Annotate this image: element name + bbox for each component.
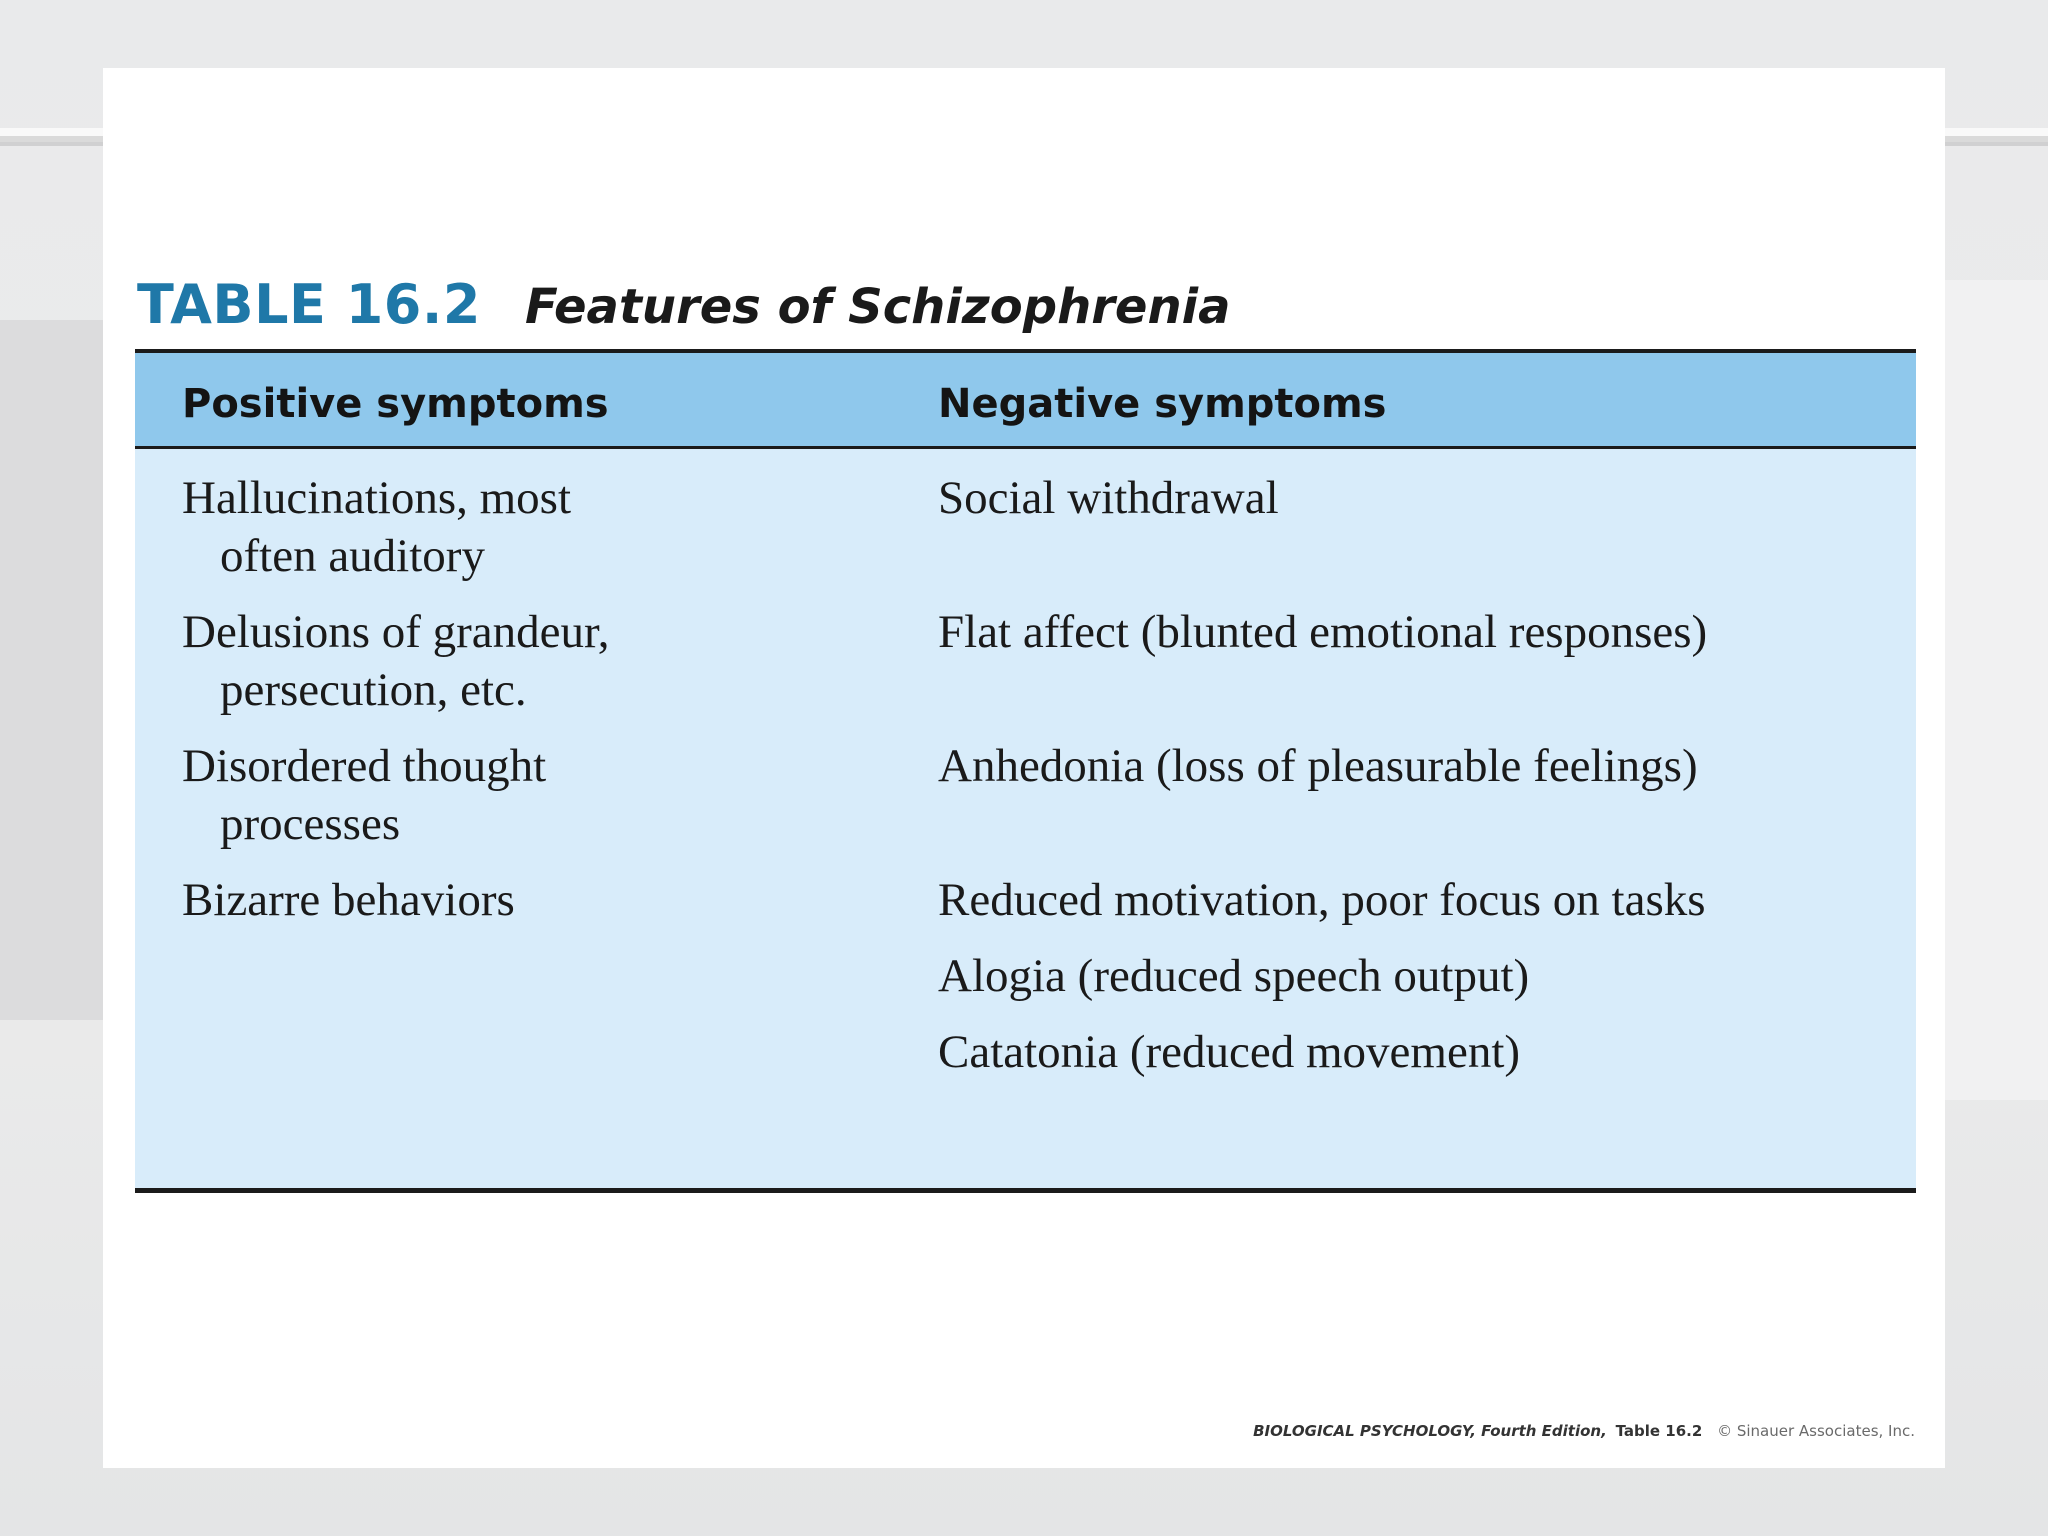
credit-table-ref: Table 16.2: [1615, 1422, 1703, 1440]
positive-symptom-1: [182, 469, 571, 585]
positive-symptom-4-line1: Bizarre behaviors: [182, 874, 515, 926]
negative-symptom-5: Alogia (reduced speech output): [938, 950, 1530, 1002]
positive-symptom-3-line1: Disordered thought: [182, 740, 547, 792]
negative-symptom-1: Social withdrawal: [938, 472, 1279, 524]
background-left-panel: [0, 320, 103, 1020]
header-positive-symptoms: Positive symptoms: [182, 381, 609, 427]
credit-copyright: © Sinauer Associates, Inc.: [1717, 1422, 1915, 1440]
header-negative-symptoms: Negative symptoms: [938, 381, 1387, 427]
negative-symptom-4: Reduced motivation, poor focus on tasks: [938, 874, 1706, 926]
table-title: Features of Schizophrenia: [524, 279, 1231, 335]
positive-symptom-4: [182, 871, 515, 929]
positive-symptom-3: [182, 737, 546, 853]
negative-symptom-2: Flat affect (blunted emotional responses): [938, 606, 1708, 658]
source-credit: [1253, 1422, 1915, 1440]
positive-symptom-2-line1: Delusions of grandeur,: [182, 606, 610, 658]
positive-symptom-1-line2: often auditory: [220, 530, 485, 582]
positive-symptom-2: [182, 603, 610, 719]
negative-symptom-6: Catatonia (reduced movement): [938, 1026, 1521, 1078]
background-right-panel: [1945, 280, 2048, 1100]
credit-book: BIOLOGICAL PSYCHOLOGY, Fourth Edition,: [1253, 1422, 1607, 1440]
table-number: TABLE 16.2: [137, 273, 481, 336]
positive-symptom-1-line1: Hallucinations, most: [182, 472, 572, 524]
symptoms-table: [135, 349, 1916, 1193]
table-header: [135, 353, 1916, 449]
positive-symptom-2-line2: persecution, etc.: [220, 664, 527, 716]
negative-symptom-3: Anhedonia (loss of pleasurable feelings): [938, 740, 1698, 792]
slide: [103, 68, 1945, 1468]
table-title-row: [137, 273, 1230, 347]
positive-symptom-3-line2: processes: [220, 798, 401, 850]
